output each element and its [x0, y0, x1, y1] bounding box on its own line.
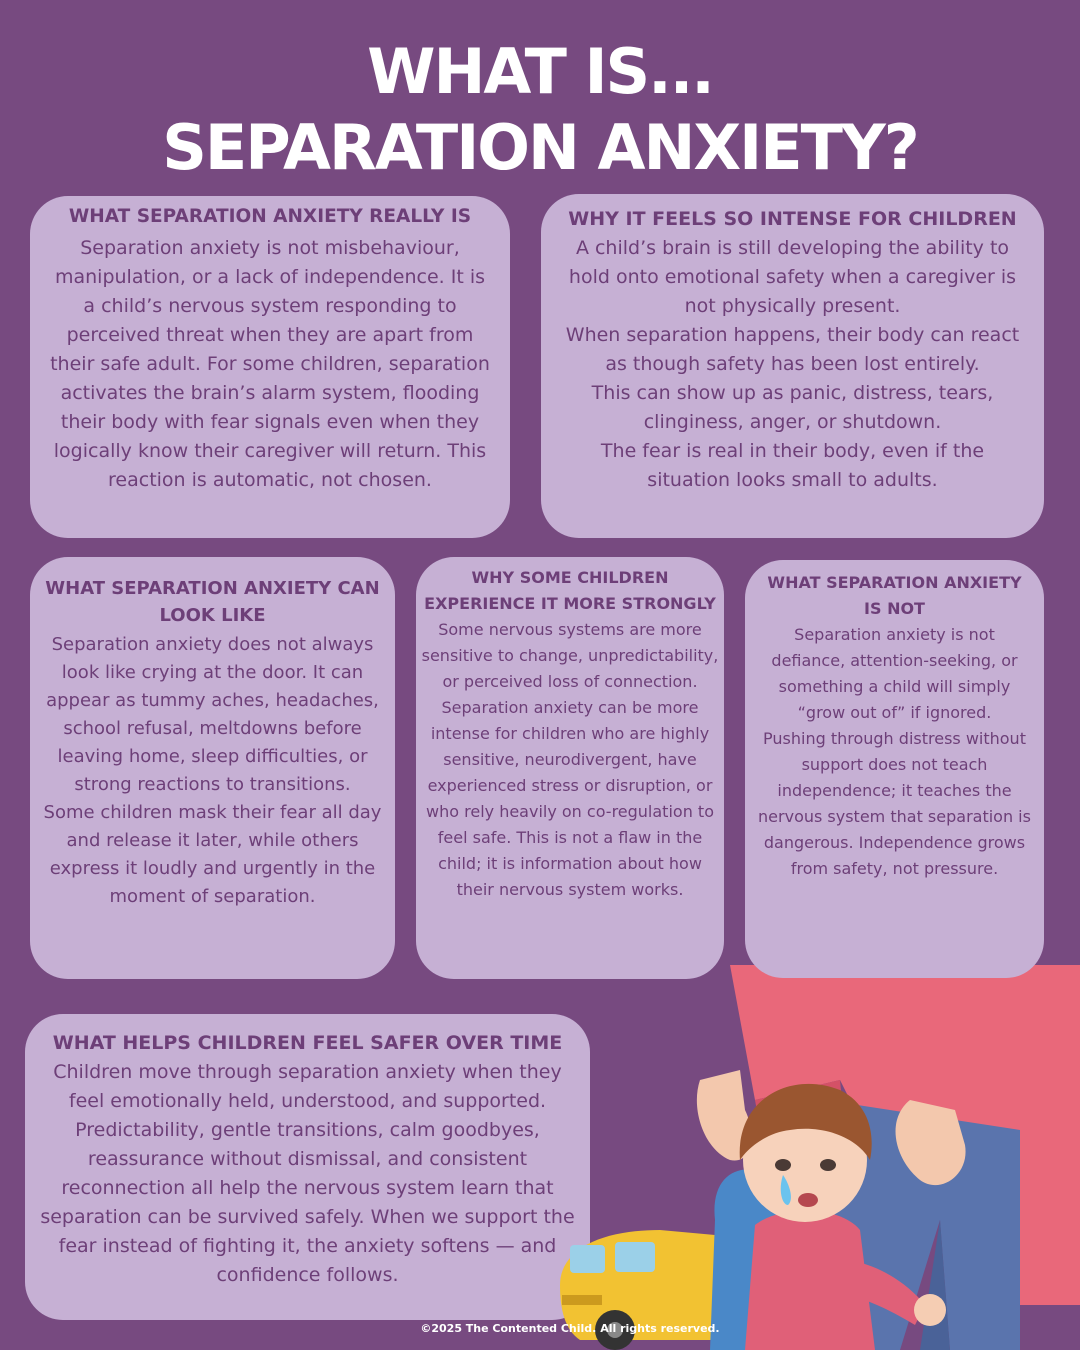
card-heading: WHAT SEPARATION ANXIETY REALLY IS	[68, 206, 472, 227]
card-why-intense	[541, 194, 1044, 538]
card-heading: WHAT SEPARATION ANXIETY CAN LOOK LIKE	[45, 578, 380, 626]
card-is-not	[745, 560, 1044, 978]
card-heading: WHY SOME CHILDREN EXPERIENCE IT MORE STRONGLY	[424, 568, 716, 613]
title-line-2: SEPARATION ANXIETY?	[162, 111, 918, 184]
copyright-text: ©2025 The Contented Child. All rights reserved.	[420, 1322, 720, 1335]
card-more-strongly	[416, 557, 724, 979]
card-heading: WHAT SEPARATION ANXIETY IS NOT	[767, 573, 1022, 618]
card-really-is	[30, 196, 510, 538]
card-heading: WHY IT FEELS SO INTENSE FOR CHILDREN	[568, 208, 1017, 230]
card-body: Separation anxiety does not always look like crying at the door. It can appear as tummy aches, headaches, school refusal, meltdowns before leaving home, sleep difficulties, or strong reactions to transitions. Some children mask their fear all day and release it later, while others express it loudly and urgently in the moment of separation.	[43, 634, 382, 907]
card-body: A child’s brain is still developing the ability to hold onto emotional safety when a caregiver is not physically present. When separation happens, their body can react as though safety has been lost entirely. This can show up as panic, distress, tears, clinginess, anger, or shutdown. The fear is real in their body, even if the situation looks small to adults.	[565, 237, 1020, 491]
card-look-like	[30, 557, 395, 979]
card-body: Children move through separation anxiety when they feel emotionally held, understood, and supported. Predictability, gentle transitions, calm goodbyes, reassurance without dismissal, and consistent reconnection all help the nervous system learn that separation can be survived safely. When we support the fear instead of fighting it, the anxiety softens — and confidence follows.	[40, 1061, 575, 1286]
card-heading: WHAT HELPS CHILDREN FEEL SAFER OVER TIME	[52, 1032, 563, 1054]
card-body: Separation anxiety is not defiance, attention-seeking, or something a child will simply “grow out of” if ignored. Pushing through distress without support does not teach independence; it teaches the nervous system that separation is dangerous. Independence grows from safety, not pressure.	[758, 625, 1031, 878]
card-body: Some nervous systems are more sensitive to change, unpredictability, or perceived loss of connection. Separation anxiety can be more intense for children who are highly sensitive, neurodivergent, have experienced stress or disruption, or who rely heavily on co-regulation to feel safe. This is not a flaw in the child; it is information about how their nervous system works.	[421, 620, 719, 899]
card-body: Separation anxiety is not misbehaviour, manipulation, or a lack of independence. It is a child’s nervous system responding to perceived threat when they are apart from their safe adult. For some children, separation activates the brain’s alarm system, flooding their body with fear signals even when they logically know their caregiver will return. This reaction is automatic, not chosen.	[50, 237, 490, 491]
card-feel-safer	[25, 1014, 590, 1320]
title-line-1: WHAT IS...	[367, 35, 713, 108]
crying-child-illustration	[540, 960, 1080, 1350]
